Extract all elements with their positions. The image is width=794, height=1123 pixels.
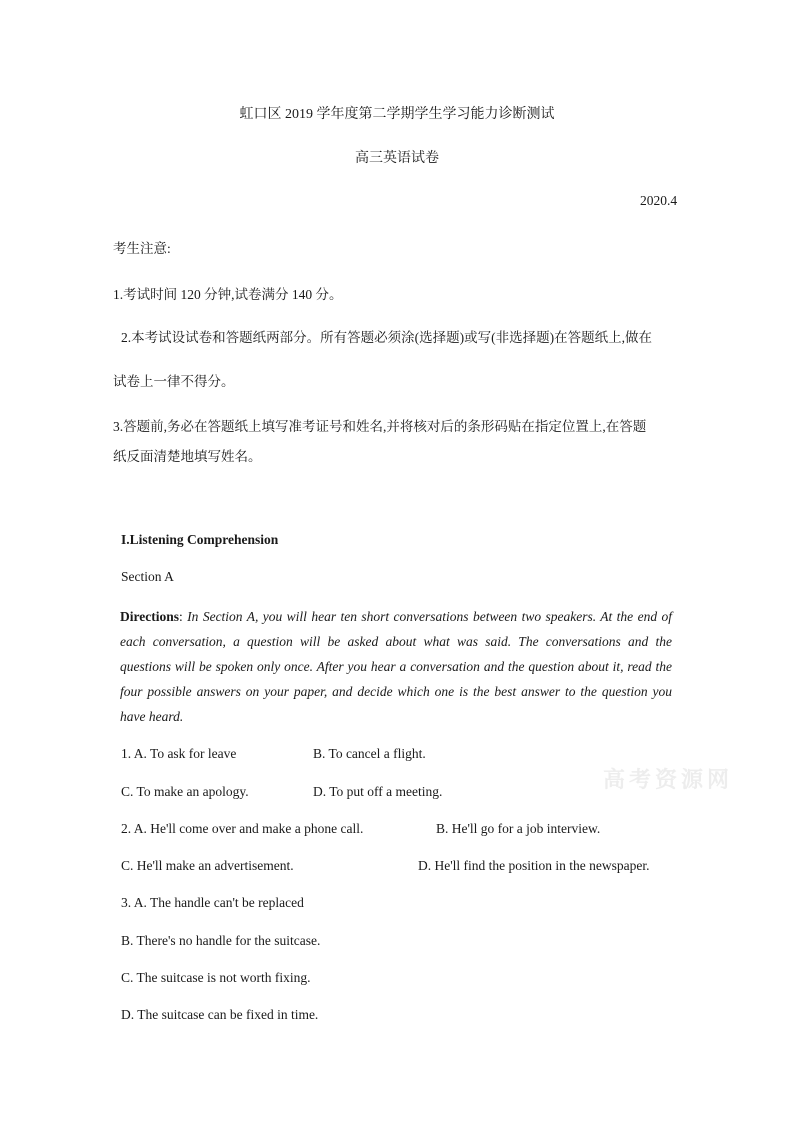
q3-option-d: D. The suitcase can be fixed in time.	[121, 1007, 319, 1022]
exam-title: 虹口区 2019 学年度第二学期学生学习能力诊断测试	[239, 107, 555, 122]
watermark: 高考资源网	[603, 767, 734, 792]
notice-item-1: 1.考试时间 120 分钟,试卷满分 140 分。	[113, 287, 343, 302]
q1-option-d: D. To put off a meeting.	[313, 784, 443, 799]
q1-option-a: 1. A. To ask for leave	[121, 746, 237, 761]
notice-heading: 考生注意:	[113, 241, 171, 256]
notice-item-3-line-2: 纸反面清楚地填写姓名。	[113, 449, 262, 464]
exam-date: 2020.4	[640, 193, 678, 208]
q3-option-c: C. The suitcase is not worth fixing.	[121, 970, 311, 985]
directions-paragraph: Directions: In Section A, you will hear ten short conversations between two speakers. At the end of each conversation, a question will be asked about what was said. The conversations and the questions will be spoken only once. After you hear a conversation and the question about it, read the four possible answers on your paper, and decide which one is the best answer to the question you have heard.	[120, 609, 672, 724]
part-title: I.Listening Comprehension	[121, 532, 279, 547]
q2-option-d: D. He'll find the position in the newspaper.	[418, 858, 650, 873]
notice-item-2-line-1: 2.本考试设试卷和答题纸两部分。所有答题必须涂(选择题)或写(非选择题)在答题纸上,做在	[121, 330, 652, 345]
q1-option-b: B. To cancel a flight.	[313, 746, 426, 761]
q2-option-a: 2. A. He'll come over and make a phone call.	[121, 821, 364, 836]
section-title: Section A	[121, 569, 174, 584]
notice-item-3-line-1: 3.答题前,务必在答题纸上填写准考证号和姓名,并将核对后的条形码贴在指定位置上,在答题	[113, 419, 647, 434]
directions-text: In Section A, you will hear ten short conversations between two speakers. At the end of each conversation, a question will be asked about what was said. The conversations and the questions will be spoken only once. After you hear a conversation and the question about it, read the four possible answers on your paper, and decide which one is the best answer to the question you have heard.	[120, 609, 672, 724]
exam-subtitle: 高三英语试卷	[355, 151, 439, 166]
directions-label: Directions	[120, 609, 179, 624]
q2-option-b: B. He'll go for a job interview.	[436, 821, 601, 836]
notice-item-2-line-2: 试卷上一律不得分。	[113, 374, 235, 389]
q2-option-c: C. He'll make an advertisement.	[121, 858, 294, 873]
q1-option-c: C. To make an apology.	[121, 784, 249, 799]
q3-option-b: B. There's no handle for the suitcase.	[121, 933, 321, 948]
q3-option-a: 3. A. The handle can't be replaced	[121, 895, 304, 910]
